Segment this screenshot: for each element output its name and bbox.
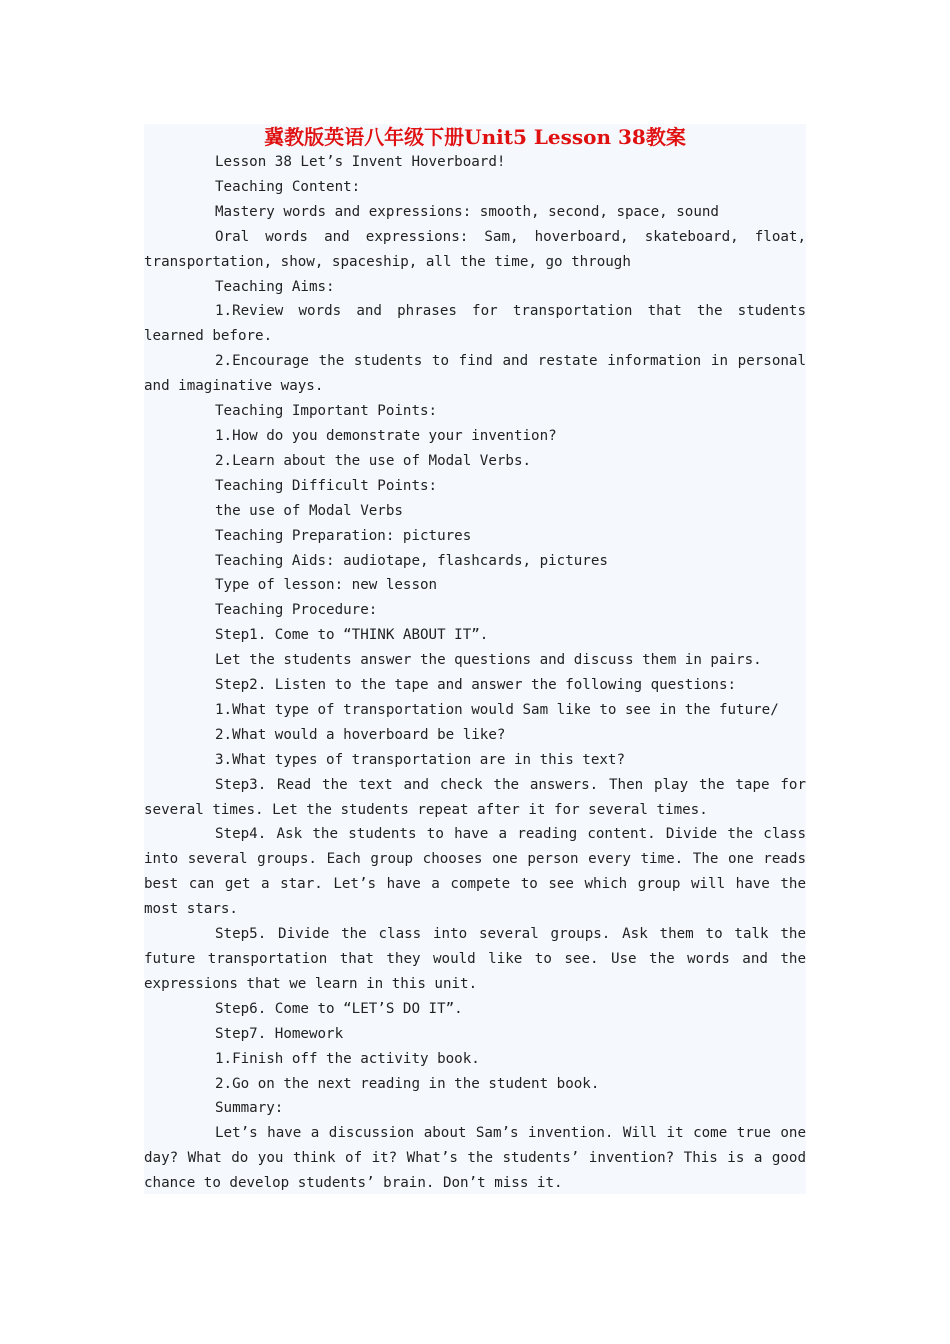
step-6: Step6. Come to “LET’S DO IT”. bbox=[215, 1000, 463, 1017]
homework-1: 1.Finish off the activity book. bbox=[215, 1050, 480, 1067]
important-point-1: 1.How do you demonstrate your invention? bbox=[215, 427, 557, 444]
mastery-words: Mastery words and expressions: smooth, second, space, sound bbox=[215, 203, 719, 220]
lesson-type: Type of lesson: new lesson bbox=[215, 577, 438, 594]
important-point-2: 2.Learn about the use of Modal Verbs. bbox=[215, 452, 532, 469]
oral-words: Oral words and expressions: Sam, hoverboard, skateboard, float, transportation, show, spaceship, all the time, go through bbox=[144, 228, 806, 270]
aim-2: 2.Encourage the students to find and restate information in personal and imaginative ways. bbox=[144, 353, 806, 395]
summary-heading: Summary: bbox=[215, 1100, 284, 1117]
document-title: 冀教版英语八年级下册Unit5 Lesson 38教案 bbox=[264, 125, 686, 149]
document-body bbox=[144, 124, 806, 1194]
difficult-point: the use of Modal Verbs bbox=[215, 502, 403, 519]
step-5: Step5. Divide the class into several groups. Ask them to talk the future transportation that they would like to see. Use the words and the expressions that we learn in this unit. bbox=[144, 926, 806, 992]
step-7: Step7. Homework bbox=[215, 1025, 344, 1042]
step-4: Step4. Ask the students to have a reading content. Divide the class into several groups. Each group chooses one person every time. The one reads best can get a star. Let’s have a compete to see which group will have the most stars. bbox=[144, 826, 806, 918]
important-points-heading: Teaching Important Points: bbox=[215, 403, 438, 420]
teaching-aids: Teaching Aids: audiotape, flashcards, pictures bbox=[215, 552, 608, 569]
aim-1: 1.Review words and phrases for transportation that the students learned before. bbox=[144, 303, 806, 345]
teaching-preparation: Teaching Preparation: pictures bbox=[215, 527, 472, 544]
teaching-aims-heading: Teaching Aims: bbox=[215, 278, 335, 295]
step-1-detail: Let the students answer the questions and discuss them in pairs. bbox=[215, 652, 762, 669]
question-3: 3.What types of transportation are in this text? bbox=[215, 751, 625, 768]
homework-2: 2.Go on the next reading in the student book. bbox=[215, 1075, 600, 1092]
question-2: 2.What would a hoverboard be like? bbox=[215, 726, 506, 743]
teaching-content-heading: Teaching Content: bbox=[215, 178, 361, 195]
question-1: 1.What type of transportation would Sam like to see in the future/ bbox=[215, 701, 779, 718]
lesson-heading: Lesson 38 Let’s Invent Hoverboard! bbox=[215, 154, 506, 170]
summary-text: Let’s have a discussion about Sam’s invention. Will it come true one day? What do you think of it? What’s the students’ invention? This is a good chance to develop students’ brain. Don’t miss it. bbox=[144, 1125, 806, 1192]
step-3: Step3. Read the text and check the answers. Then play the tape for several times. Let the students repeat after it for several times. bbox=[144, 776, 806, 818]
step-1: Step1. Come to “THINK ABOUT IT”. bbox=[215, 627, 489, 644]
difficult-points-heading: Teaching Difficult Points: bbox=[215, 477, 438, 494]
step-2: Step2. Listen to the tape and answer the following questions: bbox=[215, 677, 737, 694]
procedure-heading: Teaching Procedure: bbox=[215, 602, 378, 619]
